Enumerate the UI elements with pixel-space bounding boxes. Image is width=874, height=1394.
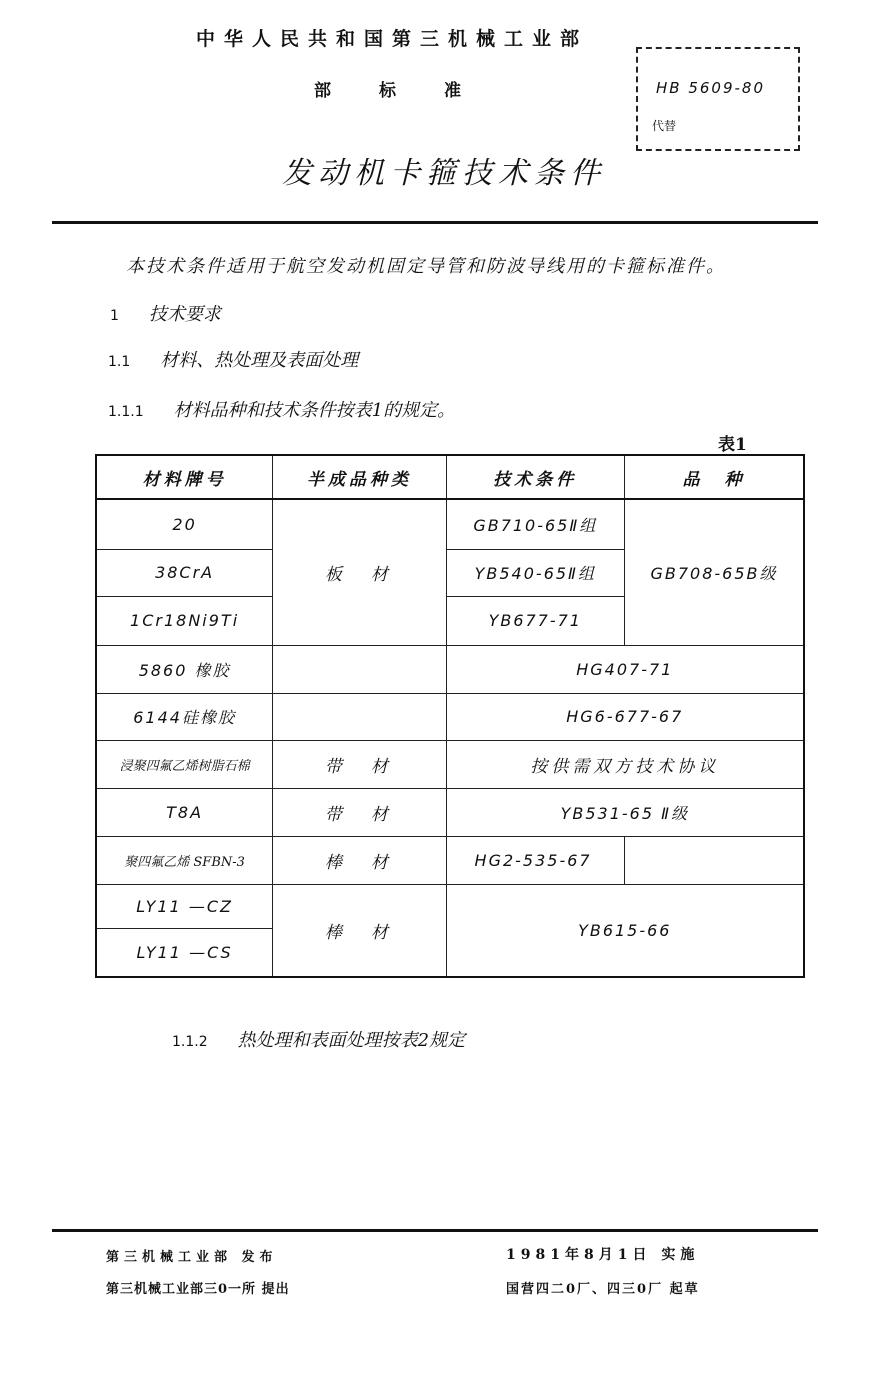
spec-cell: YB677-71 <box>446 596 624 645</box>
section-1-heading <box>110 300 221 326</box>
section-title: 材料品种和技术条件按表1的规定。 <box>173 400 456 421</box>
document-title: 发动机卡箍技术条件 <box>282 156 606 191</box>
standard-kind-char: 部 <box>314 81 331 101</box>
form-cell <box>273 645 446 693</box>
form-cell: 带 材 <box>273 740 446 788</box>
table-header-row <box>96 455 804 499</box>
variety-cell <box>625 836 804 884</box>
table-row <box>96 645 804 693</box>
section-number: 1.1 <box>108 354 131 370</box>
table-row <box>96 693 804 740</box>
form-cell: 带 材 <box>273 788 446 836</box>
ministry-name: 中华人民共和国第三机械工业部 <box>196 28 589 50</box>
section-title: 热处理和表面处理按表2规定 <box>237 1030 466 1051</box>
form-cell: 棒 材 <box>273 884 446 977</box>
standard-kind-char: 准 <box>444 81 461 101</box>
materials-table <box>95 454 805 978</box>
standard-code-box <box>636 47 800 151</box>
effective-date: 1981年8月1日 实施 <box>506 1247 700 1263</box>
footer-divider <box>52 1229 818 1232</box>
spec-cell: 按供需双方技术协议 <box>446 740 804 788</box>
intro-paragraph: 本技术条件适用于航空发动机固定导管和防波导线用的卡箍标准件。 <box>126 256 726 277</box>
material-cell: 聚四氟乙烯 SFBN-3 <box>96 836 273 884</box>
material-cell: 5860 橡胶 <box>96 645 273 693</box>
issuer: 第三机械工业部 发布 <box>106 1250 278 1265</box>
form-cell <box>273 693 446 740</box>
material-cell: LY11 —CZ <box>96 884 273 928</box>
proposer: 第三机械工业部三0一所 提出 <box>106 1282 290 1297</box>
section-number: 1 <box>110 308 119 324</box>
drafter: 国营四二0厂、四三0厂 起草 <box>506 1282 700 1297</box>
form-cell: 棒 材 <box>273 836 446 884</box>
spec-cell: HG407-71 <box>446 645 804 693</box>
spec-cell: YB615-66 <box>446 884 804 977</box>
section-1-1-1-heading <box>108 396 455 422</box>
column-header: 材料牌号 <box>96 455 273 499</box>
table-row <box>96 788 804 836</box>
spec-cell: HG2-535-67 <box>446 836 624 884</box>
column-header: 品 种 <box>625 455 804 499</box>
standard-kind-char: 标 <box>379 81 396 101</box>
section-title: 材料、热处理及表面处理 <box>160 350 359 371</box>
replaces-label: 代替 <box>652 119 677 133</box>
material-cell: LY11 —CS <box>96 928 273 977</box>
spec-cell: YB531-65 Ⅱ级 <box>446 788 804 836</box>
standard-kind <box>314 76 509 101</box>
material-cell: T8A <box>96 788 273 836</box>
material-cell: 38CrA <box>96 549 273 596</box>
standard-code: HB 5609-80 <box>656 79 766 97</box>
column-header: 技术条件 <box>446 455 624 499</box>
spec-cell: HG6-677-67 <box>446 693 804 740</box>
material-cell: 浸聚四氟乙烯树脂石棉 <box>96 740 273 788</box>
spec-cell: GB710-65Ⅱ组 <box>446 499 624 549</box>
material-cell: 20 <box>96 499 273 549</box>
form-cell: 板 材 <box>273 499 446 645</box>
section-number: 1.1.1 <box>108 404 144 420</box>
table-row <box>96 499 804 549</box>
section-number: 1.1.2 <box>172 1034 208 1050</box>
table-row <box>96 884 804 928</box>
section-1-1-heading <box>108 346 358 372</box>
section-1-1-2-heading <box>172 1026 465 1052</box>
material-cell: 6144硅橡胶 <box>96 693 273 740</box>
header-divider <box>52 221 818 224</box>
table-row <box>96 740 804 788</box>
material-cell: 1Cr18Ni9Ti <box>96 596 273 645</box>
column-header: 半成品种类 <box>273 455 446 499</box>
variety-cell: GB708-65B级 <box>625 499 804 645</box>
section-title: 技术要求 <box>148 304 221 325</box>
table-1-label: 表1 <box>718 435 747 455</box>
spec-cell: YB540-65Ⅱ组 <box>446 549 624 596</box>
table-row <box>96 836 804 884</box>
